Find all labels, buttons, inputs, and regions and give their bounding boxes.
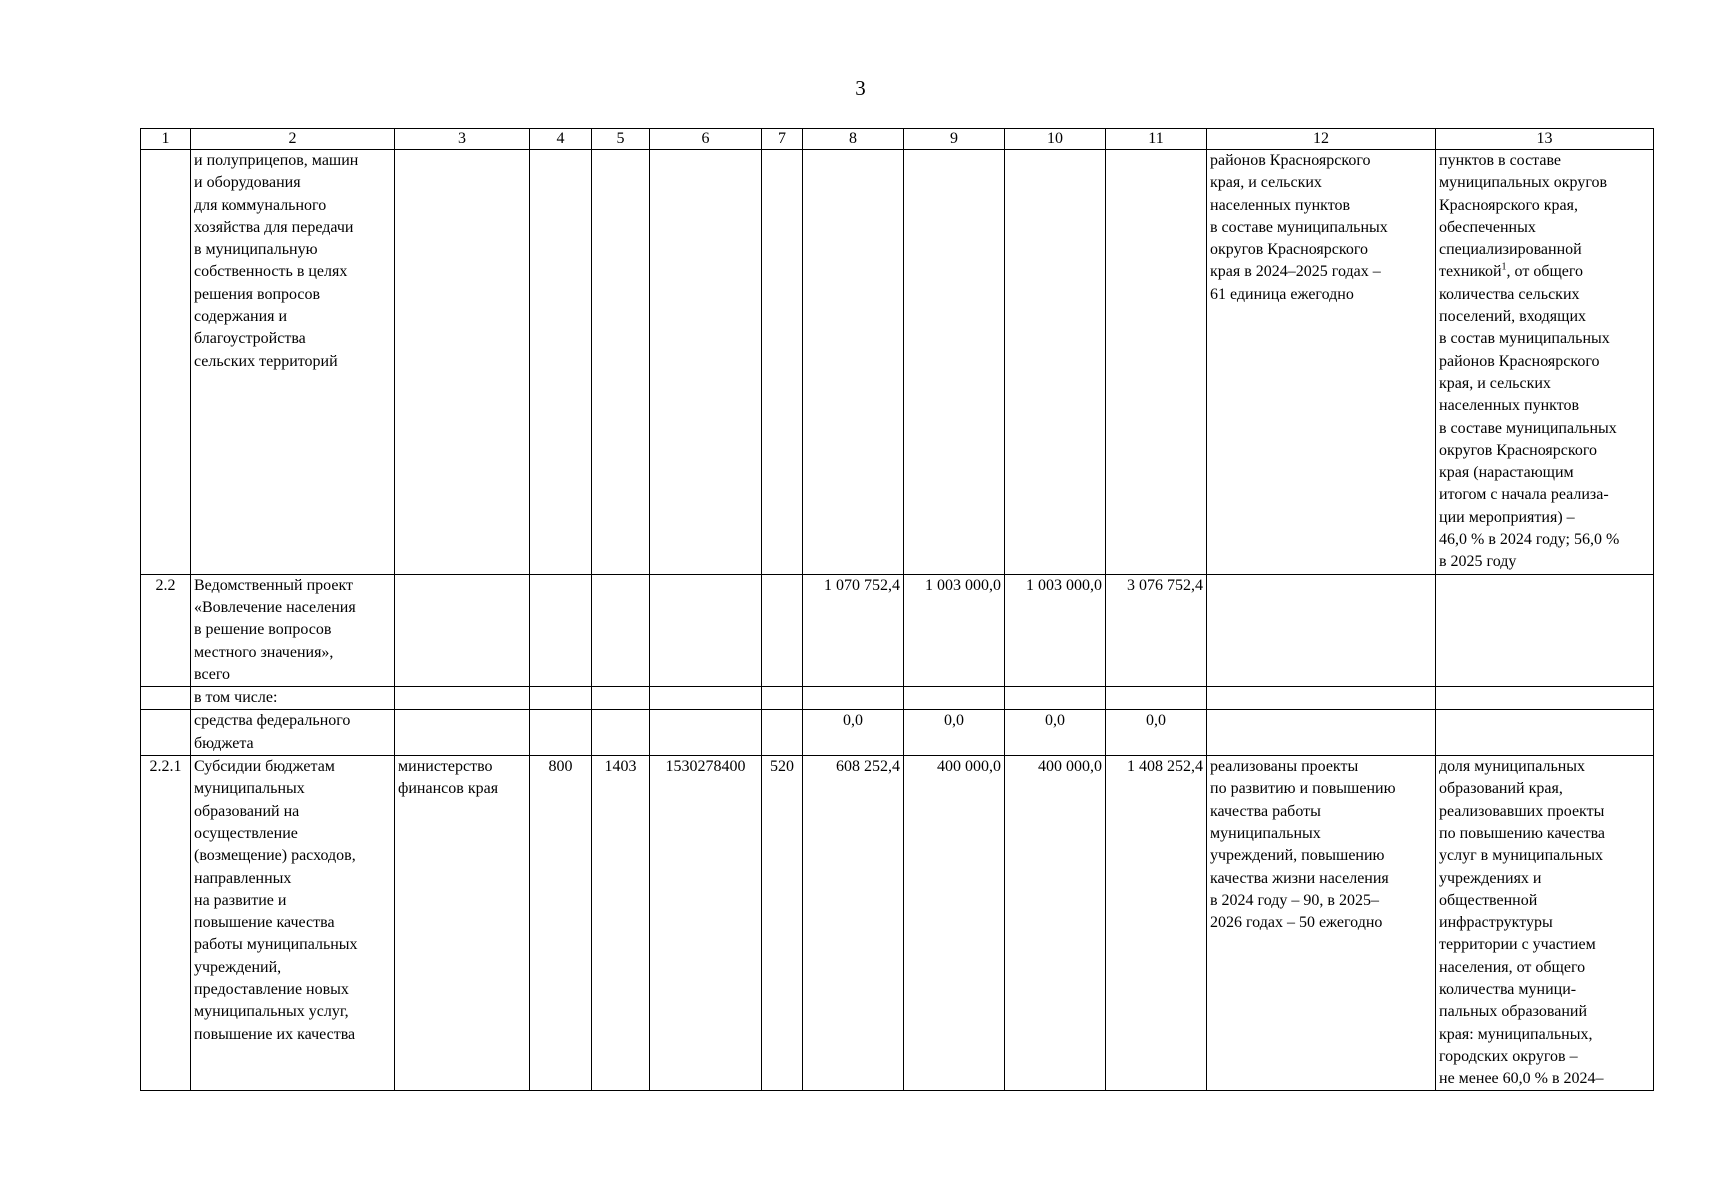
- cell-description: Субсидии бюджетам муниципальных образований на осуществление (возмещение) расходов, направленных на развитие и повышение качества работы муниципальных учреждений, предоставление новых муниципальных услуг, повышение их качества: [191, 756, 395, 1091]
- cell-csr: [650, 687, 762, 710]
- cell-grbs: [530, 710, 592, 756]
- cell-total: 0,0: [1106, 710, 1207, 756]
- cell-year-1: [803, 687, 904, 710]
- cell-year-3: [1005, 150, 1106, 575]
- page-number: 3: [855, 76, 866, 100]
- cell-rzpr: [592, 710, 650, 756]
- cell-total: 1 408 252,4: [1106, 756, 1207, 1091]
- cell-rzpr: 1403: [592, 756, 650, 1091]
- column-header: 9: [904, 129, 1005, 150]
- cell-total: 3 076 752,4: [1106, 574, 1207, 686]
- cell-year-2: [904, 687, 1005, 710]
- cell-result: реализованы проекты по развитию и повышению качества работы муниципальных учреждений, повышению качества жизни населения в 2024 году – 90, в 2025– 2026 годах – 50 ежегодно: [1207, 756, 1436, 1091]
- cell-result: районов Красноярского края, и сельских населенных пунктов в составе муниципальных округов Красноярского края в 2024–2025 годах – 61 единица ежегодно: [1207, 150, 1436, 575]
- cell-total: [1106, 687, 1207, 710]
- cell-rzpr: [592, 687, 650, 710]
- column-header: 10: [1005, 129, 1106, 150]
- table-row-continuation: [141, 150, 1654, 575]
- cell-description: Ведомственный проект «Вовлечение населения в решение вопросов местного значения», всего: [191, 574, 395, 686]
- table-row-federal: [141, 710, 1654, 756]
- column-header: 12: [1207, 129, 1436, 150]
- column-header: 1: [141, 129, 191, 150]
- cell-vr: [762, 710, 803, 756]
- indicator-text-a: пунктов в составе муниципальных округов Красноярского края, обеспеченных специализированной техникой: [1439, 152, 1608, 281]
- cell-vr: [762, 150, 803, 575]
- cell-num: 2.2.1: [141, 756, 191, 1091]
- cell-grbs: 800: [530, 756, 592, 1091]
- cell-year-3: [1005, 687, 1106, 710]
- cell-csr: [650, 710, 762, 756]
- cell-description: и полуприцепов, машин и оборудования для коммунального хозяйства для передачи в муниципальную собственность в целях решения вопросов содержания и благоустройства сельских территорий: [191, 150, 395, 575]
- cell-csr: [650, 150, 762, 575]
- cell-year-3: 0,0: [1005, 710, 1106, 756]
- cell-description: в том числе:: [191, 687, 395, 710]
- cell-executor: [395, 687, 530, 710]
- table-row-2-2: [141, 574, 1654, 686]
- table-row-2-2-1: [141, 756, 1654, 1091]
- budget-table: [140, 128, 1654, 1091]
- cell-executor: министерство финансов края: [395, 756, 530, 1091]
- cell-vr: 520: [762, 756, 803, 1091]
- cell-indicator: [1436, 150, 1654, 575]
- column-header: 2: [191, 129, 395, 150]
- cell-num: [141, 150, 191, 575]
- cell-num: [141, 687, 191, 710]
- cell-executor: [395, 150, 530, 575]
- cell-year-2: 1 003 000,0: [904, 574, 1005, 686]
- cell-year-2: 400 000,0: [904, 756, 1005, 1091]
- cell-result: [1207, 687, 1436, 710]
- cell-year-3: 400 000,0: [1005, 756, 1106, 1091]
- cell-csr: 1530278400: [650, 756, 762, 1091]
- cell-indicator: [1436, 687, 1654, 710]
- cell-rzpr: [592, 574, 650, 686]
- cell-indicator: [1436, 574, 1654, 686]
- cell-year-1: 0,0: [803, 710, 904, 756]
- column-header: 4: [530, 129, 592, 150]
- cell-year-1: 608 252,4: [803, 756, 904, 1091]
- footnote-mark: 1: [1501, 262, 1507, 274]
- cell-grbs: [530, 687, 592, 710]
- cell-result: [1207, 710, 1436, 756]
- cell-csr: [650, 574, 762, 686]
- cell-indicator: доля муниципальных образований края, реализовавших проекты по повышению качества услуг в муниципальных учреждениях и общественной инфраструктуры территории с участием населения, от общего количества муници- пальных образований края: муниципальных, городских округов – не менее 60,0 % в 2024–: [1436, 756, 1654, 1091]
- cell-executor: [395, 710, 530, 756]
- cell-year-3: 1 003 000,0: [1005, 574, 1106, 686]
- cell-year-2: [904, 150, 1005, 575]
- cell-grbs: [530, 150, 592, 575]
- cell-total: [1106, 150, 1207, 575]
- cell-rzpr: [592, 150, 650, 575]
- cell-grbs: [530, 574, 592, 686]
- column-header: 5: [592, 129, 650, 150]
- column-header: 6: [650, 129, 762, 150]
- cell-indicator: [1436, 710, 1654, 756]
- cell-vr: [762, 687, 803, 710]
- cell-result: [1207, 574, 1436, 686]
- cell-year-1: 1 070 752,4: [803, 574, 904, 686]
- table-row-including: [141, 687, 1654, 710]
- cell-vr: [762, 574, 803, 686]
- column-number-row: [141, 129, 1654, 150]
- cell-num: [141, 710, 191, 756]
- column-header: 8: [803, 129, 904, 150]
- column-header: 11: [1106, 129, 1207, 150]
- cell-description: средства федерального бюджета: [191, 710, 395, 756]
- cell-num: 2.2: [141, 574, 191, 686]
- cell-year-1: [803, 150, 904, 575]
- column-header: 3: [395, 129, 530, 150]
- column-header: 13: [1436, 129, 1654, 150]
- indicator-text-b: , от общего количества сельских поселений, входящих в состав муниципальных районов Красноярского края, и сельских населенных пунктов в составе муниципальных округов Красноярского края (нарастающим итогом с начала реализа- ции мероприятия) – 46,0 % в 2024 году; 56,0 % в 2025 году: [1439, 263, 1620, 571]
- column-header: 7: [762, 129, 803, 150]
- cell-executor: [395, 574, 530, 686]
- cell-year-2: 0,0: [904, 710, 1005, 756]
